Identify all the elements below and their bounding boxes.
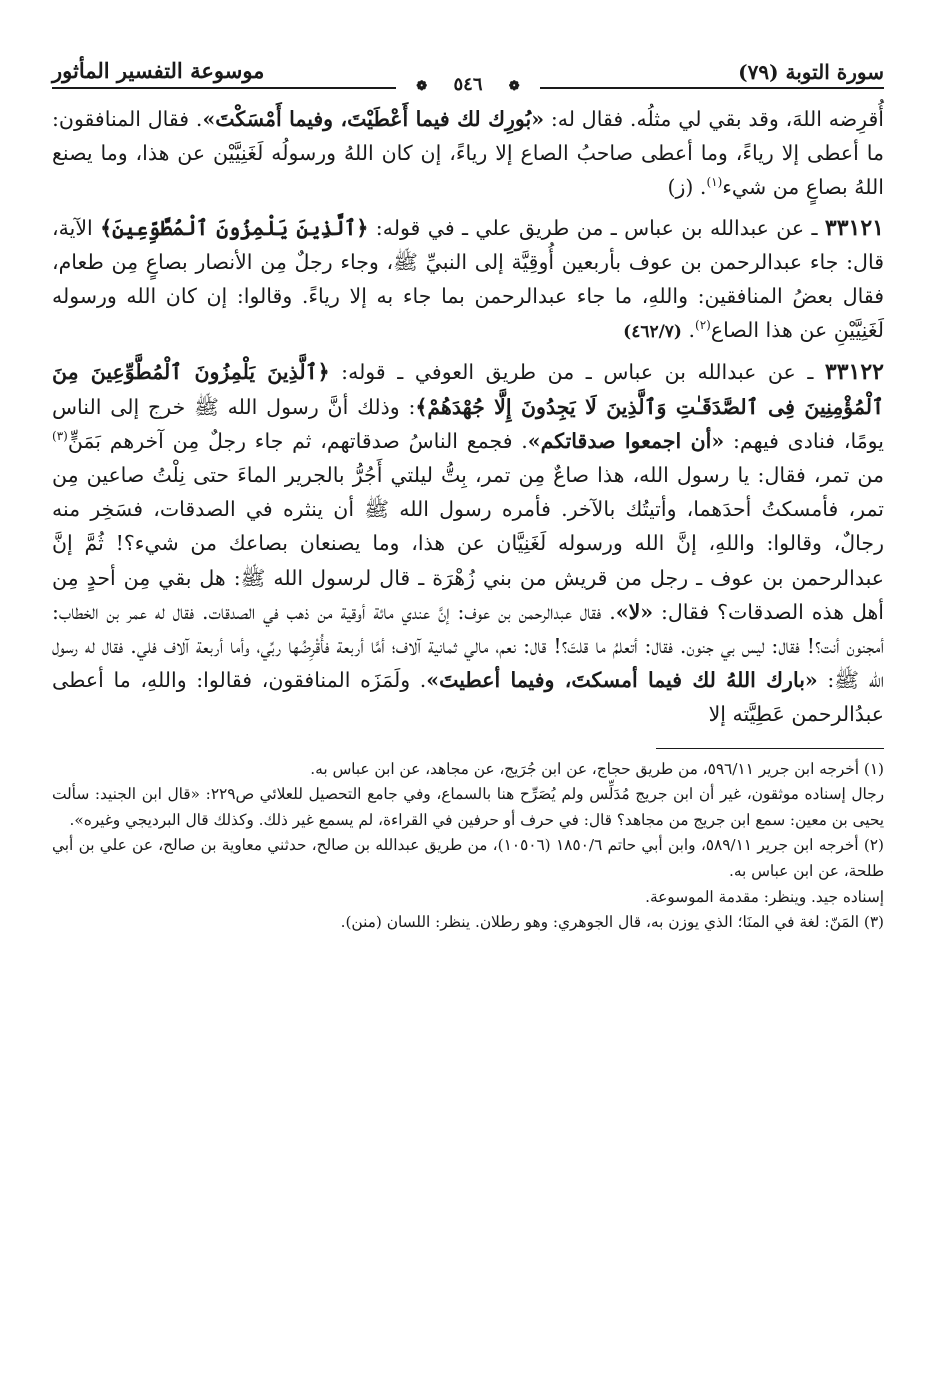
page-header — [52, 54, 884, 95]
prophet-quote: «بارك اللهُ لك فيما أمسكتَ، وفيما أعطيتَ» — [426, 668, 818, 693]
footnote-2-note: إسناده جيد. وينظر: مقدمة الموسوعة. — [645, 887, 884, 906]
ornament-icon: ❁ — [406, 79, 437, 94]
prophet-quote: «لا» — [615, 599, 654, 624]
book-page — [52, 54, 884, 1344]
entry-number: ٣٣١٢١ — [824, 214, 884, 241]
footnote-3: (٣) المَنّ: لغة في المنَا؛ الذي يوزن به، قال الجوهري: وهو رطلان. ينظر: اللسان (منن). — [340, 913, 884, 932]
hadith-entry: ٣٣١٢٢ ـ عن عبدالله بن عباس ـ من طريق العوفي ـ قوله: ﴿ٱلَّذِينَ يَلْمِزُونَ ٱلْمُطَّوِّعِينَ مِنَ ٱلْمُؤْمِنِينَ فِى ٱلصَّدَقَـٰتِ وَٱلَّذِينَ لَا يَجِدُونَ إِلَّا جُهْدَهُمْ﴾: وذلك أنَّ رسول الله ﷺ خرج إلى الناس يومًا، فنادى فيهم: «أن اجمعوا صدقاتكم». فجمع الناسُ صدقاتهم، ثم جاء رجلٌ مِن آخرهم بَمَنٍّ$^{(٣)}$ من تمر، فقال: يا رسول الله، هذا صاعٌ مِن تمر، بِتُّ ليلتي أَجُرُّ بالجرير الماءَ حتى نِلْتُ صاعين مِن تمر، فأمسكتُ أحدَهما، وأتيتُك بالآخر. فأمره رسول الله ﷺ أن ينثره في الصدقات، فسَخِر منه رجالٌ، وقالوا: واللهِ، إنَّ الله ورسوله لَغَنِيَّان عن هذا، وما يصنعان بصاعك من شيء؟! ثُمَّ إنَّ عبدالرحمن بن عوف ـ رجل من قريش من بني زُهْرَة ـ قال لرسول الله ﷺ: هل بقي مِن أحدٍ مِن أهل هذه الصدقات؟ فقال: «لا». فقال عبدالرحمن بن عوف: إنَّ عندي مائة أوقية من ذهب في الصدقات. فقال له عمر بن الخطاب: أمجنون أنت؟! فقال: ليس بي جنون. فقال: أتعلمُ ما قلتَ؟! قال: نعم، مالي ثمانية آلاف؛ أمَّا أربعة فأُقْرِضُها ربِّي، وأما أربعة آلاف فلي. فقال له رسول الله ﷺ: «بارك اللهُ لك فيما أمسكتَ، وفيما أعطيتَ». ولَمَزَه المنافقون، فقالوا: واللهِ، ما أعطى عبدُالرحمن عَطِيَّته إلا — [52, 359, 885, 727]
footnotes — [52, 757, 884, 936]
footnote-ref-2[interactable]: (٢) — [695, 318, 711, 333]
page-number: ٥٤٦ — [443, 74, 492, 95]
source-reference: (٤٦٢/٧) — [623, 322, 682, 343]
main-text — [52, 102, 884, 732]
quran-verse: ﴿ٱلَّذِينَ يَلْمِزُونَ ٱلْمُطَّوِّعِينَ مِنَ ٱلْمُؤْمِنِينَ فِى ٱلصَّدَقَـٰتِ وَٱلَّذِينَ لَا يَجِدُونَ إِلَّا جُهْدَهُمْ﴾ — [52, 360, 884, 419]
book-title: موسوعة التفسير المأثور — [52, 58, 265, 83]
footnote-1-note: رجال إسناده موثقون، غير أن ابن جريج مُدَلِّس ولم يُصَرِّح هنا بالسماع، وفي جامع التحصيل للعلائي ص٢٢٩: «قال ابن الجنيد: سألت يحيى بن معين: سمع ابن جريج من مجاهد؟ قال: في حرف أو حرفين في القراءة، لم يسمع غير ذلك. وكذلك قال البرديجي وغيره». — [52, 785, 885, 829]
hadith-entry: ٣٣١٢١ ـ عن عبدالله بن عباس ـ من طريق علي ـ في قوله: ﴿ٱلَّذِينَ يَلْمِزُونَ ٱلْمُطَّوِّعِينَ﴾ الآية، قال: جاء عبدالرحمن بن عوف بأربعين أُوقِيَّة إلى النبيِّ ﷺ، وجاء رجلٌ مِن الأنصار بصاعٍ مِن طعام، فقال بعضُ المنافقين: واللهِ، ما جاء عبدالرحمن بما جاء به إلا رياءً. وقالوا: إن كان الله ورسوله لَغَنِيَّيْنِ عن هذا الصاع$^{(٢)}$. (٤٦٢/٧) — [52, 214, 884, 343]
entry-number: ٣٣١٢٢ — [824, 359, 884, 386]
verse-number: (٧٩) — [738, 60, 779, 84]
footnote-1: (١) أخرجه ابن جرير ٥٩٦/١١، من طريق حجاج، عن ابن جُرَيج، عن مجاهد، عن ابن عباس به. — [310, 759, 884, 778]
ornament-icon: ❁ — [499, 79, 530, 94]
page-number-box — [52, 74, 884, 95]
intro-paragraph: أُقرِضه اللهَ، وقد بقي لي مثلُه. فقال له: «بُورِك لك فيما أَعْطَيْتَ، وفيما أَمْسَكْتَ». فقال المنافقون: ما أعطى إلا رياءً، وما أعطى صاحبُ الصاع إلا رياءً، إن كان اللهُ ورسولُه لَغَنِيَّيْن عن هذا، وما يصنع اللهُ بصاعٍ من شيء$^{(١)}$. (ز) — [52, 107, 884, 200]
quran-verse: ﴿ٱلَّذِينَ يَلْمِزُونَ ٱلْمُطَّوِّعِينَ﴾ — [100, 215, 369, 240]
footnote-2: (٢) أخرجه ابن جرير ٥٨٩/١١، وابن أبي حاتم ١٨٥٠/٦ (١٠٥٠٦)، من طريق عبدالله بن صالح، حدثني معاوية بن صالح، عن علي بن أبي طلحة، عن ابن عباس به. — [52, 836, 884, 881]
footnote-ref-3[interactable]: (٣) — [52, 429, 68, 443]
prophet-quote: «بُورِك لك فيما أَعْطَيْتَ، وفيما أَمْسَكْتَ» — [202, 107, 545, 131]
footnote-separator — [656, 748, 884, 749]
surah-title: سورة التوبة — [785, 60, 884, 84]
footnote-ref-1[interactable]: (١) — [706, 175, 723, 190]
prophet-quote: «أن اجمعوا صدقاتكم» — [527, 428, 725, 453]
